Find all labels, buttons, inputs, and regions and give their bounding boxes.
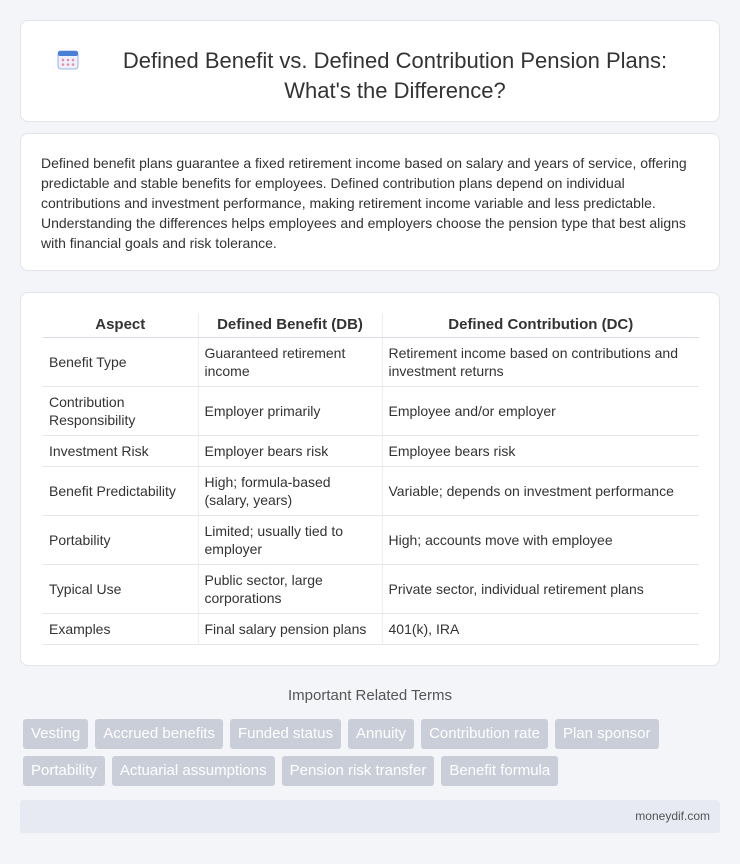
term-tag[interactable]: Vesting [23, 719, 88, 749]
table-cell: High; formula-based (salary, years) [198, 466, 382, 515]
table-cell: Final salary pension plans [198, 613, 382, 644]
footer-site-link[interactable]: moneydif.com [635, 809, 710, 823]
intro-paragraph: Defined benefit plans guarantee a fixed retirement income based on salary and years of service, offering predictable and stable benefits for employees. Defined contribution plans depend on individual contributions and investment performance, making retirement income variable and less predictable. Understanding the differences helps employees and employers choose the pension type that best aligns with financial goals and risk tolerance. [41, 155, 687, 251]
table-cell: Contribution Responsibility [43, 386, 198, 435]
term-tag[interactable]: Annuity [348, 719, 414, 749]
column-header: Defined Contribution (DC) [382, 313, 699, 337]
table-cell: 401(k), IRA [382, 613, 699, 644]
table-cell: Benefit Predictability [43, 466, 198, 515]
table-cell: Retirement income based on contributions and investment returns [382, 337, 699, 386]
column-header: Defined Benefit (DB) [198, 313, 382, 337]
title-card [20, 20, 720, 122]
table-row [43, 613, 699, 644]
table-cell: Private sector, individual retirement plans [382, 564, 699, 613]
table-cell: Typical Use [43, 564, 198, 613]
term-tag[interactable]: Contribution rate [421, 719, 548, 749]
table-cell: Guaranteed retirement income [198, 337, 382, 386]
page-title: Defined Benefit vs. Defined Contribution Pension Plans: What's the Difference? [122, 48, 668, 103]
table-cell: Employee and/or employer [382, 386, 699, 435]
term-tag[interactable]: Funded status [230, 719, 341, 749]
comparison-card [20, 292, 720, 666]
term-tag[interactable]: Benefit formula [441, 756, 558, 786]
table-header-row [43, 313, 699, 337]
table-cell: Employer primarily [198, 386, 382, 435]
table-row [43, 337, 699, 386]
table-cell: Examples [43, 613, 198, 644]
calendar-icon [57, 48, 79, 70]
table-row [43, 564, 699, 613]
intro-card [20, 133, 720, 271]
term-tag[interactable]: Portability [23, 756, 105, 786]
table-cell: Benefit Type [43, 337, 198, 386]
column-header: Aspect [43, 313, 198, 337]
table-row [43, 386, 699, 435]
footer-bar [20, 800, 720, 833]
term-tag[interactable]: Accrued benefits [95, 719, 223, 749]
table-cell: Portability [43, 515, 198, 564]
related-terms-list [23, 719, 703, 786]
table-cell: Employer bears risk [198, 435, 382, 466]
table-cell: Public sector, large corporations [198, 564, 382, 613]
table-cell: Investment Risk [43, 435, 198, 466]
table-row [43, 515, 699, 564]
table-row [43, 435, 699, 466]
table-row [43, 466, 699, 515]
table-cell: Variable; depends on investment performance [382, 466, 699, 515]
term-tag[interactable]: Plan sponsor [555, 719, 659, 749]
related-terms-heading: Important Related Terms [288, 687, 452, 704]
term-tag[interactable]: Pension risk transfer [282, 756, 435, 786]
table-cell: Limited; usually tied to employer [198, 515, 382, 564]
term-tag[interactable]: Actuarial assumptions [112, 756, 275, 786]
table-cell: High; accounts move with employee [382, 515, 699, 564]
comparison-table [43, 313, 699, 645]
table-cell: Employee bears risk [382, 435, 699, 466]
